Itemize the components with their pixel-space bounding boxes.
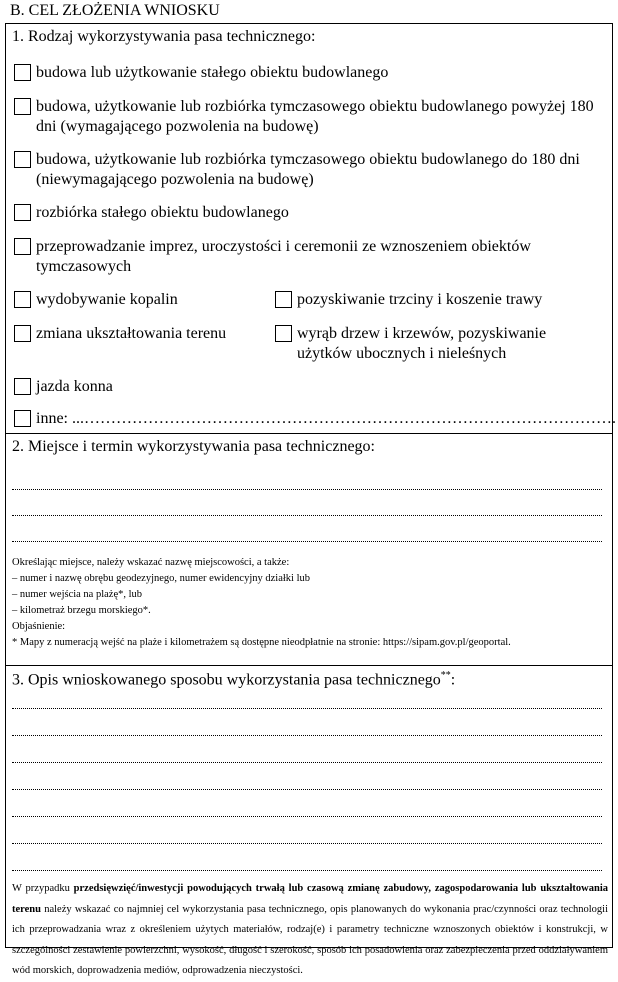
checkbox[interactable] <box>14 291 31 308</box>
option-label: rozbiórka stałego obiektu budowlanego <box>36 204 289 221</box>
fill-line[interactable] <box>12 524 602 542</box>
option-label: wydobywanie kopalin <box>36 291 178 308</box>
option-label: wyrąb drzew i krzewów, pozyskiwanie użytków ubocznych i nieleśnych <box>297 325 547 362</box>
note-rest: należy wskazać co najmniej cel wykorzystania pasa technicznego, opis planowanych do wykonania prac/czynności oraz technologii ich przeprowadzania wraz z określeniem użytych materiałów, rodzaj(e) i parametry techniczne wznoszonych obiektów i konstrukcji, w szczególności zestawienie powierzchni, wysokość, długość i szerokość, sposób ich posadowienia oraz zabezpieczenia przed oddziaływaniem wód morskich, doprowadzenia mediów, odprowadzenia nieczystości. <box>12 903 608 976</box>
fill-line[interactable] <box>12 772 602 790</box>
description-title <box>12 670 455 689</box>
option-label: jazda konna <box>36 378 113 395</box>
checkbox[interactable] <box>14 64 31 81</box>
fill-line[interactable] <box>12 472 602 490</box>
place-and-term-section <box>6 434 612 666</box>
fill-line[interactable] <box>12 718 602 736</box>
note-prefix: W przypadku <box>12 883 74 894</box>
section-heading: B. CEL ZŁOŻENIA WNIOSKU <box>10 2 220 19</box>
checkbox[interactable] <box>14 204 31 221</box>
explanation-label: Objaśnienie: <box>12 621 66 632</box>
checkbox[interactable] <box>14 151 31 168</box>
checkbox[interactable] <box>275 325 292 342</box>
option-label: zmiana ukształtowania terenu <box>36 325 227 342</box>
checkbox[interactable] <box>14 238 31 255</box>
fill-line[interactable] <box>12 826 602 844</box>
checkbox[interactable] <box>275 291 292 308</box>
checkbox[interactable] <box>14 410 31 427</box>
option-label: budowa lub użytkowanie stałego obiektu budowlanego <box>36 64 389 81</box>
fill-line[interactable] <box>12 691 602 709</box>
instruction-line: – kilometraż brzegu morskiego*. <box>12 605 151 616</box>
checkbox[interactable] <box>14 98 31 115</box>
usage-type-section <box>6 24 616 434</box>
checkbox[interactable] <box>14 378 31 395</box>
option-label: pozyskiwanie trzciny i koszenie trawy <box>297 291 543 308</box>
checkbox[interactable] <box>14 325 31 342</box>
fill-line[interactable] <box>12 498 602 516</box>
option-label: przeprowadzanie imprez, uroczystości i ceremonii ze wznoszeniem obiektów tymczasowych <box>36 238 531 275</box>
description-section <box>6 666 612 976</box>
footnote-maps: * Mapy z numeracją wejść na plaże i kilometrażem są dostępne nieodpłatnie na stronie: https://sipam.gov.pl/geoportal. <box>12 637 511 648</box>
usage-type-title: 1. Rodzaj wykorzystywania pasa technicznego: <box>12 28 316 45</box>
instruction-line: Określając miejsce, należy wskazać nazwę miejscowości, a także: <box>12 557 290 568</box>
form-box <box>5 23 616 976</box>
description-title-text: 3. Opis wnioskowanego sposobu wykorzystania pasa technicznego <box>12 671 441 689</box>
option-label: inne: ...………………………………………………………………………………………. <box>36 410 616 427</box>
fill-line[interactable] <box>12 745 602 763</box>
description-title-colon: : <box>450 671 456 689</box>
fill-line[interactable] <box>12 799 602 817</box>
option-label: budowa, użytkowanie lub rozbiórka tymczasowego obiektu budowlanego powyżej 180 dni (wymagającego pozwolenia na budowę) <box>36 98 594 135</box>
place-and-term-title: 2. Miejsce i termin wykorzystywania pasa technicznego: <box>12 438 375 455</box>
fill-line[interactable] <box>12 853 602 871</box>
option-label: budowa, użytkowanie lub rozbiórka tymczasowego obiektu budowlanego do 180 dni (niewymagającego pozwolenia na budowę) <box>36 151 580 188</box>
instruction-line: – numer wejścia na plażę*, lub <box>12 589 143 600</box>
description-note <box>12 879 608 982</box>
note-bold: przedsięwzięć/inwestycji powodujących trwałą lub czasową zmianę zabudowy, zagospodarowania lub ukształtowania terenu <box>12 883 608 915</box>
footnote-marker: ** <box>440 670 451 681</box>
instruction-line: – numer i nazwę obrębu geodezyjnego, numer ewidencyjny działki lub <box>12 573 310 584</box>
